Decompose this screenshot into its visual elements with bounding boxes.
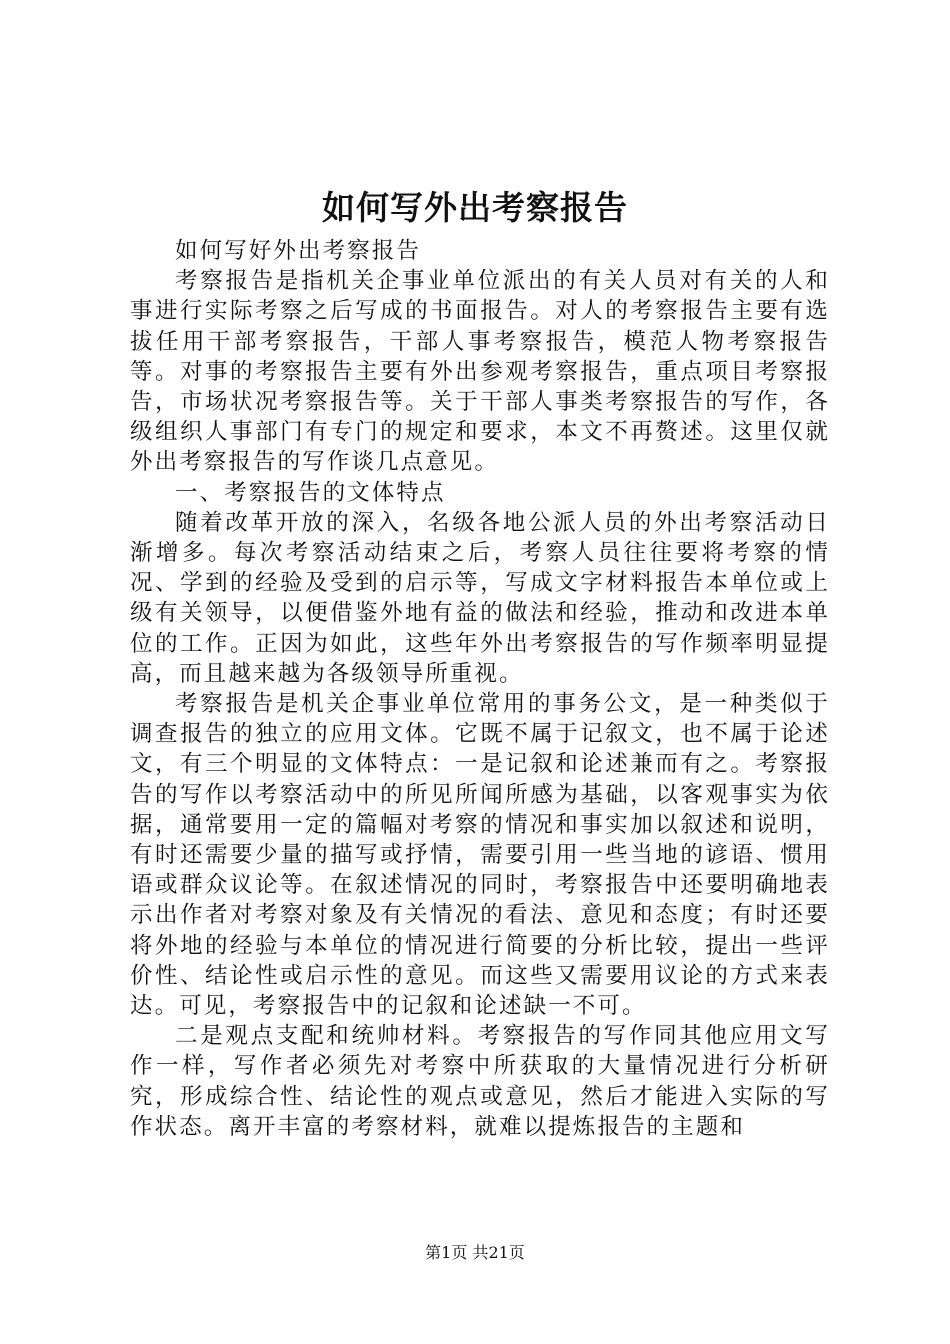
page-number-footer: 第1页 共21页 — [425, 1243, 525, 1262]
document-title: 如何写外出考察报告 — [322, 188, 628, 227]
paragraph-subtitle: 如何写好外出考察报告 — [175, 238, 422, 264]
section-heading-1: 一、考察报告的文体特点 — [175, 479, 446, 506]
paragraph-definition: 考察报告是指机关企事业单位派出的有关人员对有关的人和事进行实际考察之后写成的书面报告。对人的考察报告主要有选拔任用干部考察报告，干部人事考察报告，模范人物考察报告等。对事的考察报告主要有外出参观考察报告，重点项目考察报告，市场状况考察报告等。关于干部人事类考察报告的写作，各级组织人事部门有专门的规定和要求，本文不再赘述。这里仅就外出考察报告的写作谈几点意见。 — [130, 268, 830, 476]
paragraph-features: 考察报告是机关企事业单位常用的事务公文，是一种类似于调查报告的独立的应用文体。它既不属于记叙文，也不属于论述文，有三个明显的文体特点：一是记叙和论述兼而有之。考察报告的写作以考察活动中的所见所闻所感为基础，以客观事实为依据，通常要用一定的篇幅对考察的情况和事实加以叙述和说明，有时还需要少量的描写或抒情，需要引用一些当地的谚语、惯用语或群众议论等。在叙述情况的同时，考察报告中还要明确地表示出作者对考察对象及有关情况的看法、意见和态度；有时还要将外地的经验与本单位的情况进行简要的分析比较，提出一些评价性、结论性或启示性的意见。而这些又需要用议论的方式来表达。可见，考察报告中的记叙和论述缺一不可。 — [130, 691, 830, 1020]
paragraph-viewpoint: 二是观点支配和统帅材料。考察报告的写作同其他应用文写作一样，写作者必须先对考察中所获取的大量情况进行分析研究，形成综合性、结论性的观点或意见，然后才能进入实际的写作状态。离开丰富的考察材料，就难以提炼报告的主题和 — [130, 1023, 830, 1140]
paragraph-background: 随着改革开放的深入，名级各地公派人员的外出考察活动日渐增多。每次考察活动结束之后，考察人员往往要将考察的情况、学到的经验及受到的启示等，写成文字材料报告本单位或上级有关领导，以便借鉴外地有益的做法和经验，推动和改进本单位的工作。正因为如此，这些年外出考察报告的写作频率明显提高，而且越来越为各级领导所重视。 — [130, 509, 830, 687]
document-body — [130, 236, 830, 1142]
